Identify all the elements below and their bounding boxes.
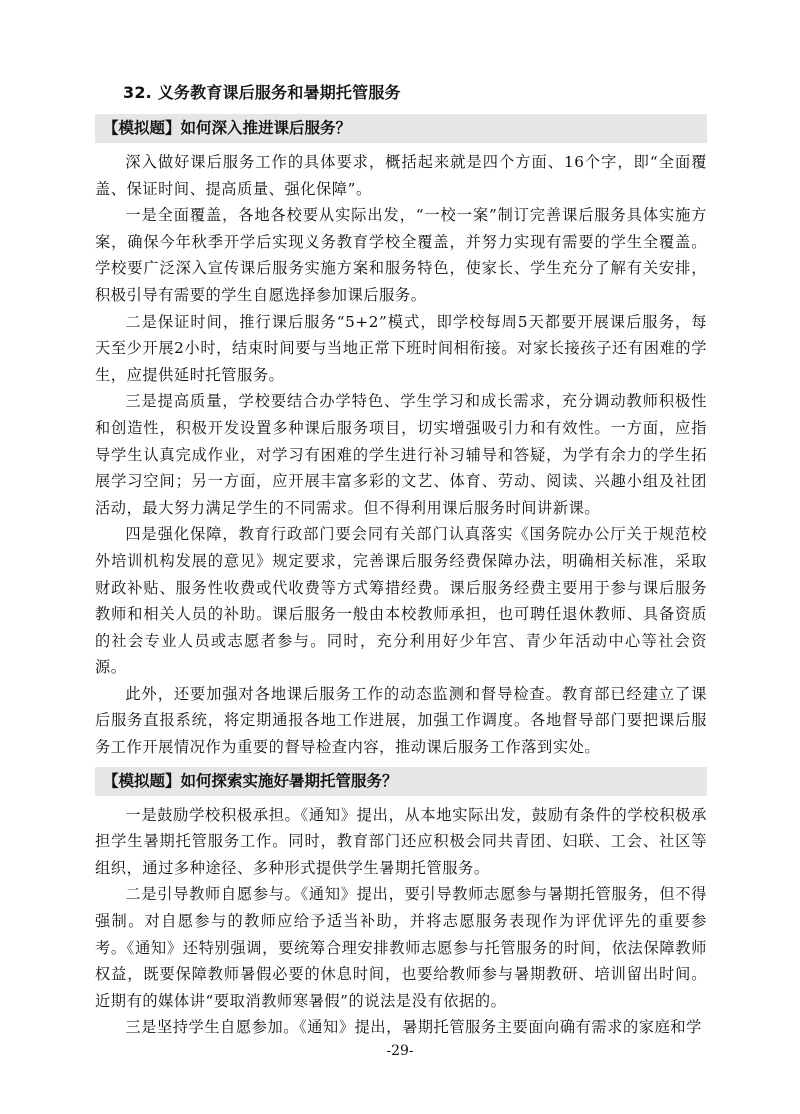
paragraph: 二是引导教师自愿参与。《通知》提出，要引导教师志愿参与暑期托管服务，但不得强制。对自愿参与的教师应给予适当补助，并将志愿服务表现作为评优评先的重要参考。《通知》还特别强调，要统筹合理安排教师志愿参与托管服务的时间，依法保障教师权益，既要保障教师暑假必要的休息时间，也要给教师参与暑期教研、培训留出时间。近期有的媒体讲“要取消教师寒暑假”的说法是没有依据的。	[95, 885, 707, 1010]
paragraph: 深入做好课后服务工作的具体要求，概括起来就是四个方面、16个字，即“全面覆盖、保证时间、提高质量、强化保障”。	[95, 153, 707, 198]
question-heading-2: 【模拟题】如何探索实施好暑期托管服务？	[95, 767, 707, 796]
document-page	[95, 82, 707, 1047]
paragraph: 三是坚持学生自愿参加。《通知》提出，暑期托管服务主要面向确有需求的家庭和学	[125, 1018, 702, 1037]
question-block-2	[95, 767, 707, 1041]
paragraph: 四是强化保障，教育行政部门要会同有关部门认真落实《国务院办公厅关于规范校外培训机构发展的意见》规定要求，完善课后服务经费保障办法，明确相关标准，采取财政补贴、服务性收费或代收费等方式筹措经费。课后服务经费主要用于参与课后服务教师和相关人员的补助。课后服务一般由本校教师承担，也可聘任退休教师、具备资质的社会专业人员或志愿者参与。同时，充分利用好少年宫、青少年活动中心等社会资源。	[95, 525, 707, 677]
paragraph: 二是保证时间，推行课后服务“5+2”模式，即学校每周5天都要开展课后服务，每天至少开展2小时，结束时间要与当地正常下班时间相衔接。对家长接孩子还有困难的学生，应提供延时托管服务。	[95, 312, 707, 384]
page-number: -29-	[386, 1043, 414, 1059]
paragraph: 一是全面覆盖，各地各校要从实际出发，“一校一案”制订完善课后服务具体实施方案，确保今年秋季开学后实现义务教育学校全覆盖，并努力实现有需要的学生全覆盖。学校要广泛深入宣传课后服务实施方案和服务特色，使家长、学生充分了解有关安排，积极引导有需要的学生自愿选择参加课后服务。	[95, 206, 707, 304]
paragraph: 此外，还要加强对各地课后服务工作的动态监测和督导检查。教育部已经建立了课后服务直报系统，将定期通报各地工作进展，加强工作调度。各地督导部门要把课后服务工作开展情况作为重要的督导检查内容，推动课后服务工作落到实处。	[95, 684, 707, 757]
question-heading-1: 【模拟题】如何深入推进课后服务？	[95, 114, 707, 143]
paragraph: 一是鼓励学校积极承担。《通知》提出，从本地实际出发，鼓励有条件的学校积极承担学生暑期托管服务工作。同时，教育部门还应积极会同共青团、妇联、工会、社区等组织，通过多种途径、多种形式提供学生暑期托管服务。	[95, 805, 707, 877]
section-title: 32. 义务教育课后服务和暑期托管服务	[123, 83, 401, 102]
paragraph: 三是提高质量，学校要结合办学特色、学生学习和成长需求，充分调动教师积极性和创造性，积极开发设置多种课后服务项目，切实增强吸引力和有效性。一方面，应指导学生认真完成作业，对学习有困难的学生进行补习辅导和答疑，为学有余力的学生拓展学习空间；另一方面，应开展丰富多彩的文艺、体育、劳动、阅读、兴趣小组及社团活动，最大努力满足学生的不同需求。但不得利用课后服务时间讲新课。	[95, 392, 707, 517]
question-block-1	[95, 114, 707, 761]
